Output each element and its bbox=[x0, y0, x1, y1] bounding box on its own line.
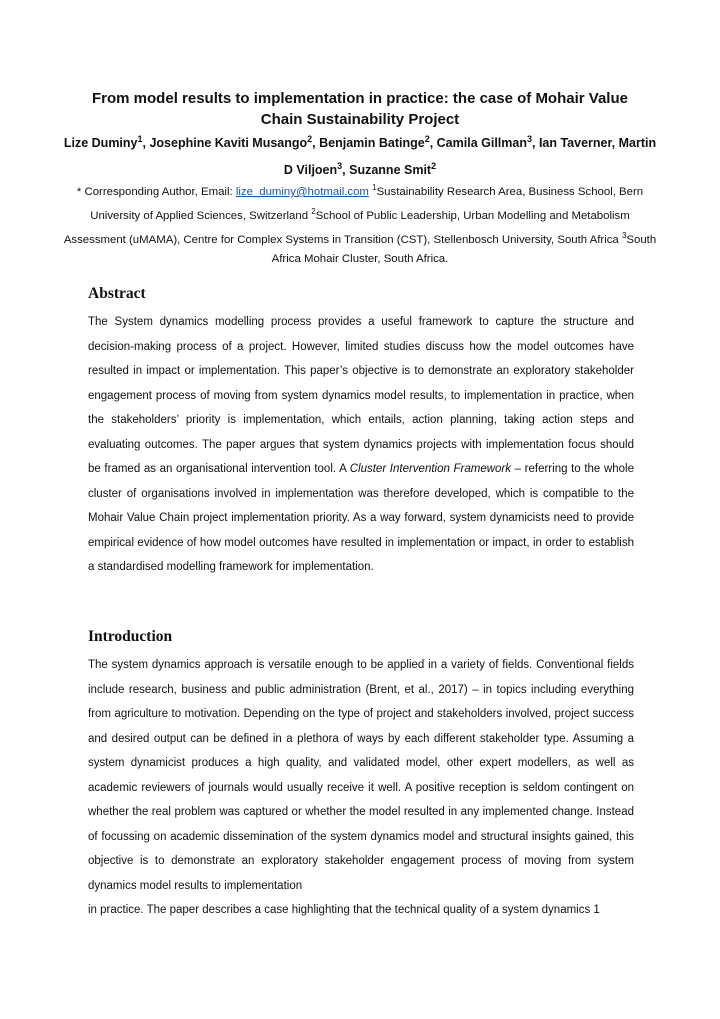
title-line-2: Chain Sustainability Project bbox=[260, 111, 460, 128]
affiliation-sup-2: 2 bbox=[311, 206, 316, 216]
affiliations bbox=[60, 178, 660, 269]
email-link[interactable]: lize_duminy@hotmail.com bbox=[235, 185, 369, 198]
introduction-last-line: in practice. The paper describes a case highlighting that the technical quality of a system dynamics 1 bbox=[88, 904, 600, 916]
author-affiliation-sup: 3 bbox=[337, 161, 343, 172]
affiliation-sup-1: 1 bbox=[372, 183, 377, 192]
author-affiliation-sup: 2 bbox=[424, 134, 430, 144]
abstract-italic-term: Cluster Intervention Framework bbox=[349, 463, 512, 475]
introduction-paragraph: The system dynamics approach is versatile enough to be applied in a variety of fields. Conventional fields include research, business and public administration (Brent, et al., 2017) – in topics including everything from agriculture to motivation. Depending on the type of project and stakeholders involved, project success and desired output can be defined in a plethora of ways by each different stakeholder type. Assuming a system dynamicist produces a high quality, and validated model, other expert modellers, as well as academic reviewers of journals would usually receive it well. A positive reception is seldom contingent on whether the real problem was captured or whether the model resulted in any implemented change. Instead of focussing on academic dissemination of the system dynamics model and structural insights gained, this objective is to demonstrate an exploratory stakeholder engagement process of moving from system dynamics model results to implementation bbox=[88, 659, 634, 892]
author-list bbox=[60, 128, 660, 182]
abstract-text-part-1: The System dynamics modelling process provides a useful framework to capture the structure and decision-making process of a project. However, limited studies discuss how the model outcomes have resulted in impact or implementation. This paper’s objective is to demonstrate an exploratory stakeholder engagement process of moving from system dynamics model results, to implementation in practice, when the stakeholders’ priority is implementation, which entails, action planning, taking action steps and evaluating outcomes. The paper argues that system dynamics projects with implementation focus should be framed as an organisational intervention tool. A bbox=[88, 316, 634, 475]
affiliation-2: School of Public Leadership, Urban Modelling and Metabolism Assessment (uMAMA), Centre for Complex Systems in Transition (CST), Stellenbosch University, South Africa bbox=[63, 209, 630, 246]
abstract-paragraph bbox=[88, 310, 634, 580]
author-name: Benjamin Batinge bbox=[319, 136, 425, 151]
author-affiliation-sup: 2 bbox=[307, 134, 313, 144]
author-name: Camila Gillman bbox=[436, 136, 527, 151]
corresponding-author-label: * Corresponding Author, Email: bbox=[76, 185, 236, 198]
author-name: Martin D Viljoen bbox=[283, 136, 657, 178]
author-name: Ian Taverner bbox=[538, 136, 612, 151]
author-name: Lize Duminy bbox=[63, 136, 138, 151]
author-separator: , bbox=[429, 136, 437, 151]
author-separator: , bbox=[142, 136, 150, 151]
introduction-heading: Introduction bbox=[88, 628, 173, 645]
author-affiliation-sup: 1 bbox=[137, 134, 143, 144]
author-affiliation-sup: 2 bbox=[431, 161, 437, 172]
author-name: Suzanne Smit bbox=[349, 163, 432, 178]
paper-title bbox=[70, 88, 650, 130]
author-affiliation-sup: 3 bbox=[526, 134, 532, 144]
author-separator: , bbox=[342, 163, 350, 178]
title-line-1: From model results to implementation in practice: the case of Mohair Value bbox=[92, 90, 628, 107]
affiliation-1: Sustainability Research Area, Business School, Bern University of Applied Sciences, Switzerland bbox=[90, 185, 644, 222]
author-name: Josephine Kaviti Musango bbox=[149, 136, 308, 151]
abstract-heading: Abstract bbox=[88, 285, 146, 302]
affiliation-sup-3: 3 bbox=[621, 230, 627, 240]
abstract-text-part-2: – referring to the whole cluster of organisations involved in implementation was therefore developed, which is compatible to the Mohair Value Chain project implementation priority. As a way forward, system dynamicists need to provide empirical evidence of how model outcomes have resulted in implementation or impact, in order to establish a standardised modelling framework for implementation. bbox=[88, 463, 634, 573]
author-separator: , bbox=[312, 136, 320, 151]
affiliation-3: South Africa Mohair Cluster, South Africa. bbox=[271, 233, 657, 266]
author-separator: , bbox=[531, 136, 539, 151]
author-separator: , bbox=[611, 136, 619, 151]
